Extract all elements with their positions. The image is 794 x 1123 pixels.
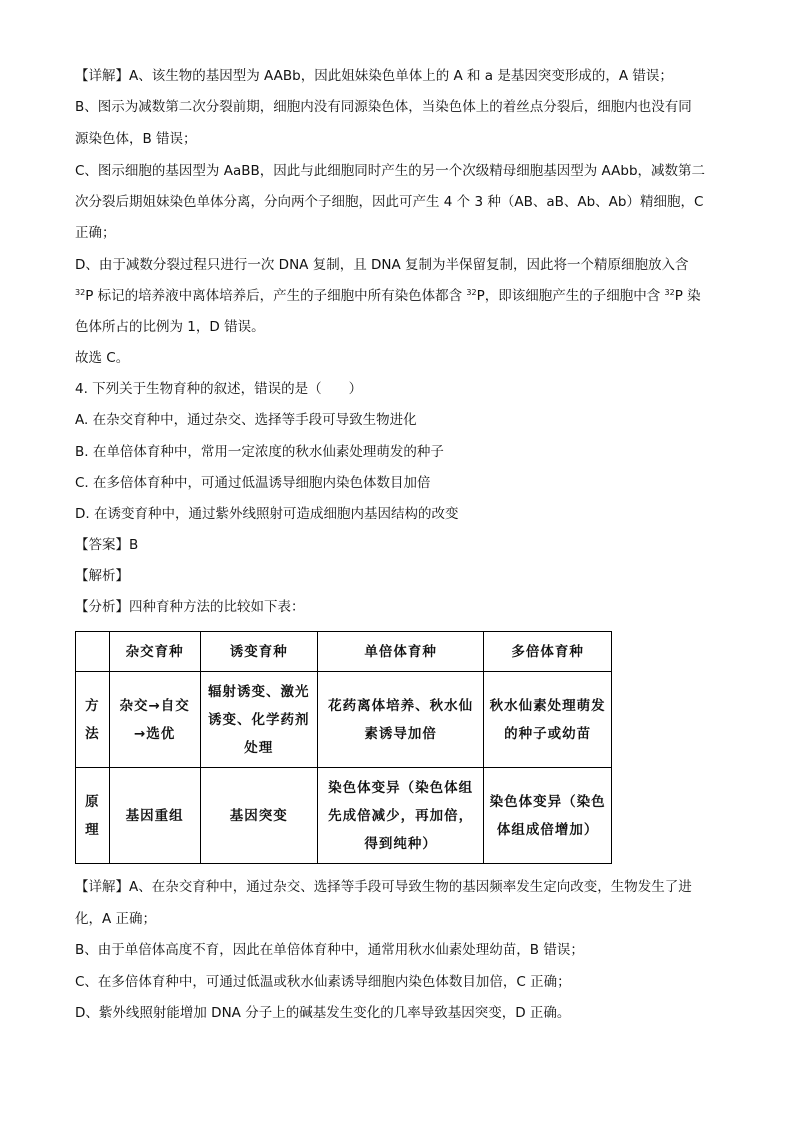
isotope-superscript: 32 [466, 288, 477, 297]
table-cell: 基因重组 [109, 768, 200, 864]
detail2-line-3: B、由于单倍体高度不育，因此在单倍体育种中，通常用秋水仙素处理幼苗，B 错误； [75, 942, 584, 958]
detail-line-2: B、图示为减数第二次分裂前期，细胞内没有同源染色体，当染色体上的着丝点分裂后，细胞内也没有同 [75, 99, 692, 115]
table-cell: 辐射诱变、激光诱变、化学药剂处理 [200, 672, 317, 768]
table-cell: 秋水仙素处理萌发的种子或幼苗 [484, 672, 612, 768]
detail-line-1 [75, 66, 673, 86]
table-cell: 基因突变 [200, 768, 317, 864]
table-cell: 花药离体培养、秋水仙素诱导加倍 [317, 672, 483, 768]
detail-label: 【详解】 [75, 68, 129, 84]
detail-line-4: C、图示细胞的基因型为 AaBB，因此与此细胞同时产生的另一个次级精母细胞基因型为 AAbb，减数第二 [75, 163, 706, 179]
answer-value: B [129, 537, 139, 553]
table-cell: 染色体变异（染色体组先成倍减少，再加倍，得到纯种） [317, 768, 483, 864]
analysis-label: 【解析】 [75, 568, 129, 584]
fenxi-line [75, 597, 305, 617]
fenxi-label: 【分析】 [75, 599, 129, 615]
table-cell: 染色体变异（染色体组成倍增加） [484, 768, 612, 864]
detail-line-8 [75, 286, 701, 306]
row-label: 原理 [76, 768, 110, 864]
detail2-label: 【详解】 [75, 879, 129, 895]
detail2-line-1 [75, 877, 692, 897]
table-header-row [76, 632, 612, 672]
header-cell: 杂交育种 [109, 632, 200, 672]
row-label: 方法 [76, 672, 110, 768]
isotope-superscript: 32 [75, 288, 86, 297]
option-c: C. 在多倍体育种中，可通过低温诱导细胞内染色体数目加倍 [75, 475, 431, 491]
fenxi-text: 四种育种方法的比较如下表： [129, 599, 305, 615]
detail-text: P 染 [674, 288, 701, 304]
detail-text: P 标记的培养液中离体培养后，产生的子细胞中所有染色体都含 [85, 288, 467, 304]
header-cell: 诱变育种 [200, 632, 317, 672]
breeding-comparison-table [75, 631, 612, 864]
answer-line [75, 535, 138, 555]
option-b: B. 在单倍体育种中，常用一定浓度的秋水仙素处理萌发的种子 [75, 444, 444, 460]
table-cell: 杂交→自交→选优 [109, 672, 200, 768]
option-a: A. 在杂交育种中，通过杂交、选择等手段可导致生物进化 [75, 412, 417, 428]
header-cell: 多倍体育种 [484, 632, 612, 672]
header-cell [76, 632, 110, 672]
detail2-line-4: C、在多倍体育种中，可通过低温或秋水仙素诱导细胞内染色体数目加倍，C 正确； [75, 974, 571, 990]
option-d: D. 在诱变育种中，通过紫外线照射可造成细胞内基因结构的改变 [75, 506, 459, 522]
detail2-line-2: 化，A 正确； [75, 911, 157, 927]
detail-line-6: 正确； [75, 225, 116, 241]
detail2-line-5: D、紫外线照射能增加 DNA 分子上的碱基发生变化的几率导致基因突变，D 正确。 [75, 1005, 571, 1021]
detail-line-7: D、由于减数分裂过程只进行一次 DNA 复制，且 DNA 复制为半保留复制，因此将一个精原细胞放入含 [75, 257, 689, 273]
detail-text: P，即该细胞产生的子细胞中含 [476, 288, 665, 304]
isotope-superscript: 32 [664, 288, 675, 297]
header-cell: 单倍体育种 [317, 632, 483, 672]
table-row-method [76, 672, 612, 768]
table-row-principle [76, 768, 612, 864]
detail-line-9: 色体所占的比例为 1，D 错误。 [75, 319, 265, 335]
conclusion-line: 故选 C。 [75, 350, 130, 366]
detail-text: A、该生物的基因型为 AABb，因此姐妹染色单体上的 A 和 a 是基因突变形成的，A 错误； [129, 68, 673, 84]
detail2-text: A、在杂交育种中，通过杂交、选择等手段可导致生物的基因频率发生定向改变，生物发生了进 [129, 879, 692, 895]
detail-line-3: 源染色体，B 错误； [75, 131, 197, 147]
question-stem: 4. 下列关于生物育种的叙述，错误的是（ ） [75, 381, 363, 397]
detail-line-5: 次分裂后期姐妹染色单体分离，分向两个子细胞，因此可产生 4 个 3 种（AB、aB、Ab、Ab）精细胞，C [75, 194, 704, 210]
answer-label: 【答案】 [75, 537, 129, 553]
